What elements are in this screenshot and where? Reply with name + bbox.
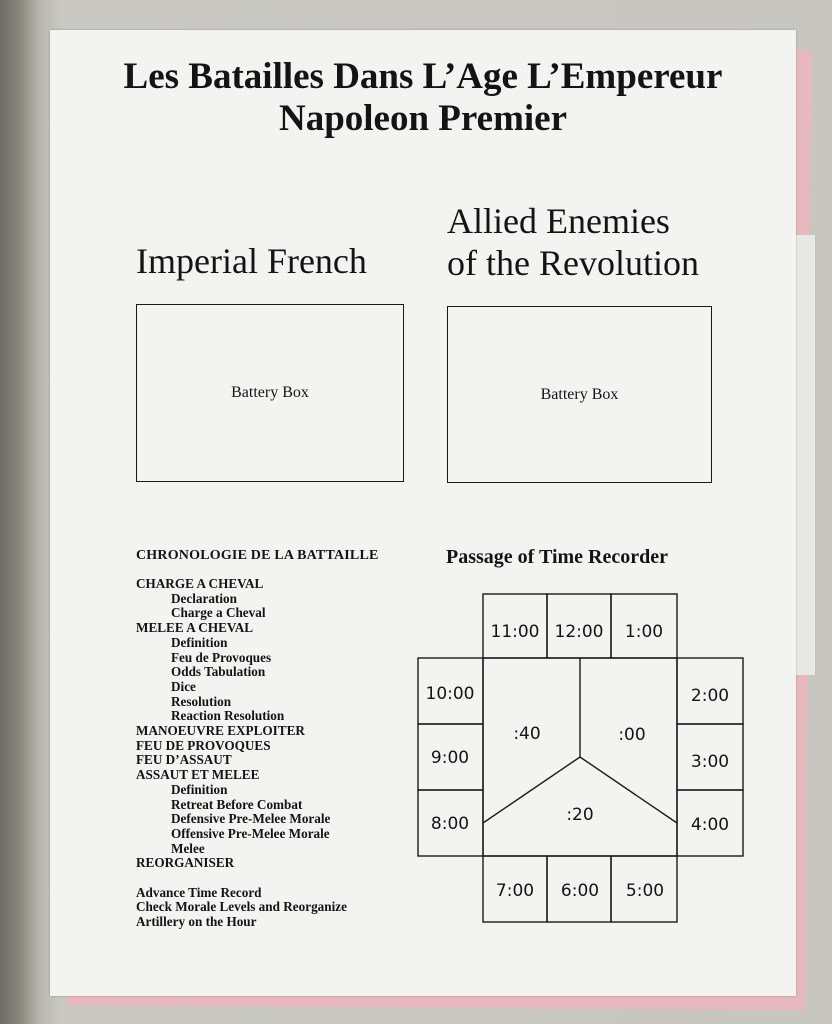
hour-label-7: 7:00 [495,881,535,901]
chronology-subitem: Charge a Cheval [171,605,266,621]
imperial-french-header: Imperial French [136,241,367,281]
title-line-2: Napoleon Premier [278,98,568,139]
hour-label-2: 2:00 [690,686,730,706]
time-recorder-title: Passage of Time Recorder [446,546,668,568]
title-line-1: Les Batailles Dans L’Age L’Empereur [123,56,723,97]
chronology-subitem: Definition [171,634,228,650]
chronology-subitem: Retreat Before Combat [171,796,303,812]
hour-label-4: 4:00 [690,815,730,835]
chronology-item: CHARGE A CHEVAL [136,576,264,591]
chronology-subitem: Defensive Pre-Melee Morale [171,811,331,827]
chronology-subitem: Odds Tabulation [171,664,266,680]
chronology-subitem: Definition [171,781,228,797]
hour-label-1: 1:00 [624,622,664,642]
chronology-subitem: Resolution [171,693,232,709]
minute-label-20: :20 [566,805,594,825]
chronology-item: Artillery on the Hour [136,914,257,930]
hour-label-11: 11:00 [490,622,540,642]
chronology-title: CHRONOLOGIE DE LA BATTAILLE [136,548,379,563]
minute-label-40: :40 [513,724,541,744]
hour-label-8: 8:00 [430,814,470,834]
chronology-item: Check Morale Levels and Reorganize [136,899,347,915]
hour-label-6: 6:00 [560,881,600,901]
allied-header-line-1: Allied Enemies [447,201,670,241]
chronology-subitem: Feu de Provoques [171,649,272,665]
minute-label-00: :00 [618,725,646,745]
chronology-item: MANOEUVRE EXPLOITER [136,723,305,739]
chronology-item: MELEE A CHEVAL [136,620,254,636]
chronology-subitem: Offensive Pre-Melee Morale [171,825,330,841]
chronology-subitem: Melee [171,840,205,856]
chronology-item: REORGANISER [136,855,235,871]
hour-label-10: 10:00 [425,684,475,704]
allied-battery-box-label: Battery Box [540,385,619,403]
chronology-item: FEU DE PROVOQUES [136,737,271,753]
chronology-item: ASSAUT ET MELEE [136,767,260,783]
hour-label-9: 9:00 [430,748,470,768]
minute-divider-right [580,757,677,823]
allied-header-line-2: of the Revolution [447,243,699,283]
chronology-item: FEU D’ASSAUT [136,752,232,768]
hour-label-5: 5:00 [625,881,665,901]
chronology-subitem: Reaction Resolution [171,708,285,724]
french-battery-box-label: Battery Box [231,384,309,401]
hour-label-3: 3:00 [690,752,730,772]
chronology-subitem: Dice [171,678,196,694]
chronology-subitem: Declaration [171,590,237,606]
chronology-item: Advance Time Record [136,884,262,900]
hour-label-12: 12:00 [554,622,604,642]
